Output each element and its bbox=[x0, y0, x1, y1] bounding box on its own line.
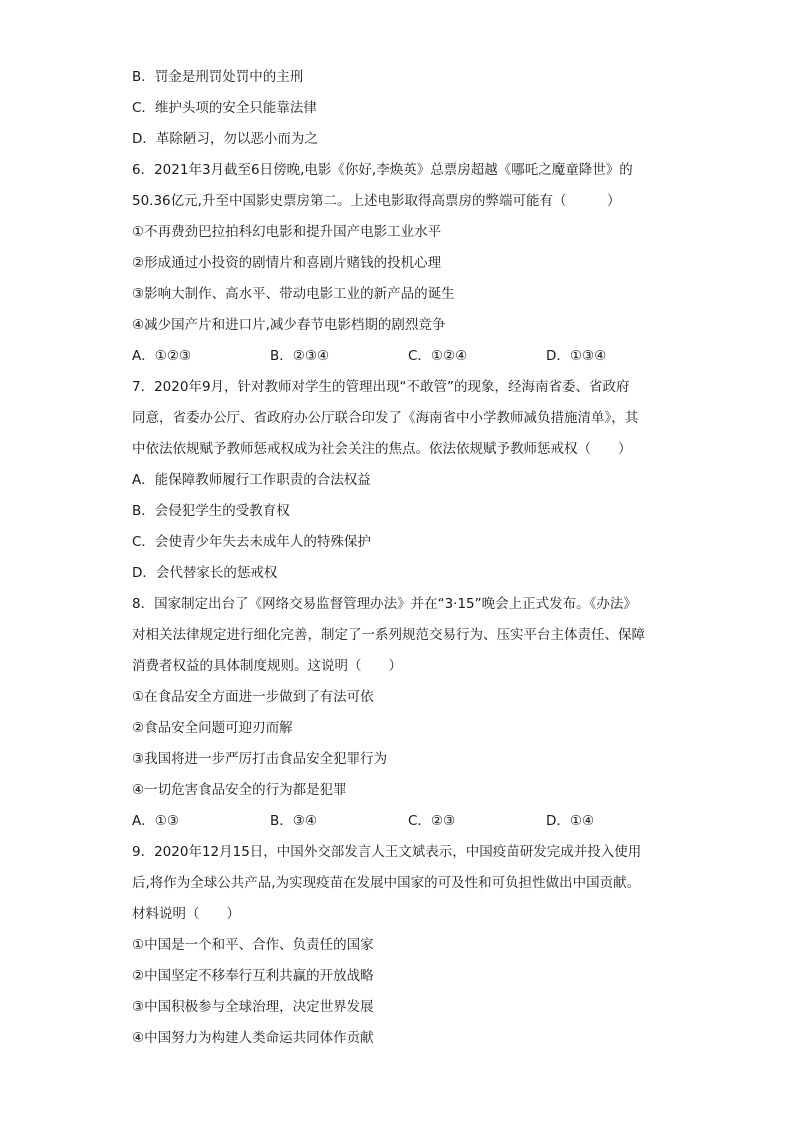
question-9 bbox=[132, 837, 672, 1054]
q6-statement-3: ③影响大制作、高水平、带动电影工业的新产品的诞生 bbox=[132, 286, 455, 302]
q7-stem-line: 7．2020年9月，针对教师对学生的管理出现“不敢管”的现象，经海南省委、省政府 bbox=[132, 379, 630, 395]
q7-option-a: A．能保障教师履行工作职责的合法权益 bbox=[132, 472, 371, 488]
q5-option-d: D．革除陋习，勿以恶小而为之 bbox=[132, 131, 318, 147]
q7-stem-line: 同意，省委办公厅、省政府办公厅联合印发了《海南省中小学教师减负措施清单》，其 bbox=[132, 410, 639, 426]
q8-stem-line: 对相关法律规定进行细化完善，制定了一系列规范交易行为、压实平台主体责任、保障 bbox=[132, 627, 645, 643]
q5-options bbox=[132, 62, 672, 155]
q8-stem-line: 消费者权益的具体制度规则。这说明（ ） bbox=[132, 658, 402, 674]
q6-stem-line: 50.36亿元,升至中国影史票房第二。上述电影取得高票房的弊端可能有（ ） bbox=[132, 193, 621, 209]
q7-stem-line: 中依法依规赋予教师惩戒权成为社会关注的焦点。依法依规赋予教师惩戒权（ ） bbox=[132, 441, 632, 457]
q7-option-c: C．会使青少年失去未成年人的特殊保护 bbox=[132, 534, 371, 550]
q8-choice-a: A．①③ bbox=[132, 813, 179, 829]
q8-choice-c: C．②③ bbox=[408, 813, 456, 829]
q8-statement-4: ④一切危害食品安全的行为都是犯罪 bbox=[132, 782, 347, 798]
q8-statement-2: ②食品安全问题可迎刃而解 bbox=[132, 720, 293, 736]
q8-statement-1: ①在食品安全方面进一步做到了有法可依 bbox=[132, 689, 374, 705]
q9-statement-4: ④中国努力为构建人类命运共同体作贡献 bbox=[132, 1030, 374, 1046]
exam-content bbox=[132, 62, 672, 1054]
q6-statement-2: ②形成通过小投资的剧情片和喜剧片赌钱的投机心理 bbox=[132, 255, 442, 271]
q8-choice-b: B．③④ bbox=[270, 813, 317, 829]
q7-option-d: D．会代替家长的惩戒权 bbox=[132, 565, 278, 581]
q6-statement-1: ①不再费劲巴拉拍科幻电影和提升国产电影工业水平 bbox=[132, 224, 442, 240]
q6-choice-c: C．①②④ bbox=[408, 348, 468, 364]
q6-choice-b: B．②③④ bbox=[270, 348, 330, 364]
q6-choice-d: D．①③④ bbox=[546, 348, 607, 364]
q6-stem-line: 6．2021年3月截至6日傍晚,电影《你好,李焕英》总票房超越《哪吒之魔童降世》的 bbox=[132, 162, 633, 178]
q9-stem-line: 后,将作为全球公共产品,为实现疫苗在发展中国家的可及性和可负担性做出中国贡献。 bbox=[132, 875, 641, 891]
question-6 bbox=[132, 155, 672, 372]
question-8 bbox=[132, 589, 672, 837]
q9-statement-3: ③中国积极参与全球治理，决定世界发展 bbox=[132, 999, 374, 1015]
q9-statement-2: ②中国坚定不移奉行互利共赢的开放战略 bbox=[132, 968, 374, 984]
q7-option-b: B．会侵犯学生的受教育权 bbox=[132, 503, 290, 519]
q8-choice-d: D．①④ bbox=[546, 813, 595, 829]
q5-option-c: C．维护头项的安全只能靠法律 bbox=[132, 100, 317, 116]
q8-stem-line: 8．国家制定出台了《网络交易监督管理办法》并在“3·15”晚会上正式发布。《办法》 bbox=[132, 596, 637, 612]
q5-option-b: B．罚金是刑罚处罚中的主刑 bbox=[132, 69, 304, 85]
q6-choice-a: A．①②③ bbox=[132, 348, 192, 364]
q9-stem-line: 9．2020年12月15日，中国外交部发言人王文斌表示，中国疫苗研发完成并投入使用 bbox=[132, 844, 642, 860]
q6-choices bbox=[132, 341, 672, 372]
q8-statement-3: ③我国将进一步严厉打击食品安全犯罪行为 bbox=[132, 751, 388, 767]
q8-choices bbox=[132, 806, 672, 837]
q9-statement-1: ①中国是一个和平、合作、负责任的国家 bbox=[132, 937, 374, 953]
q6-statement-4: ④减少国产片和进口片,减少春节电影档期的剧烈竞争 bbox=[132, 317, 446, 333]
q9-stem-line: 材料说明（ ） bbox=[132, 906, 240, 922]
question-7 bbox=[132, 372, 672, 589]
